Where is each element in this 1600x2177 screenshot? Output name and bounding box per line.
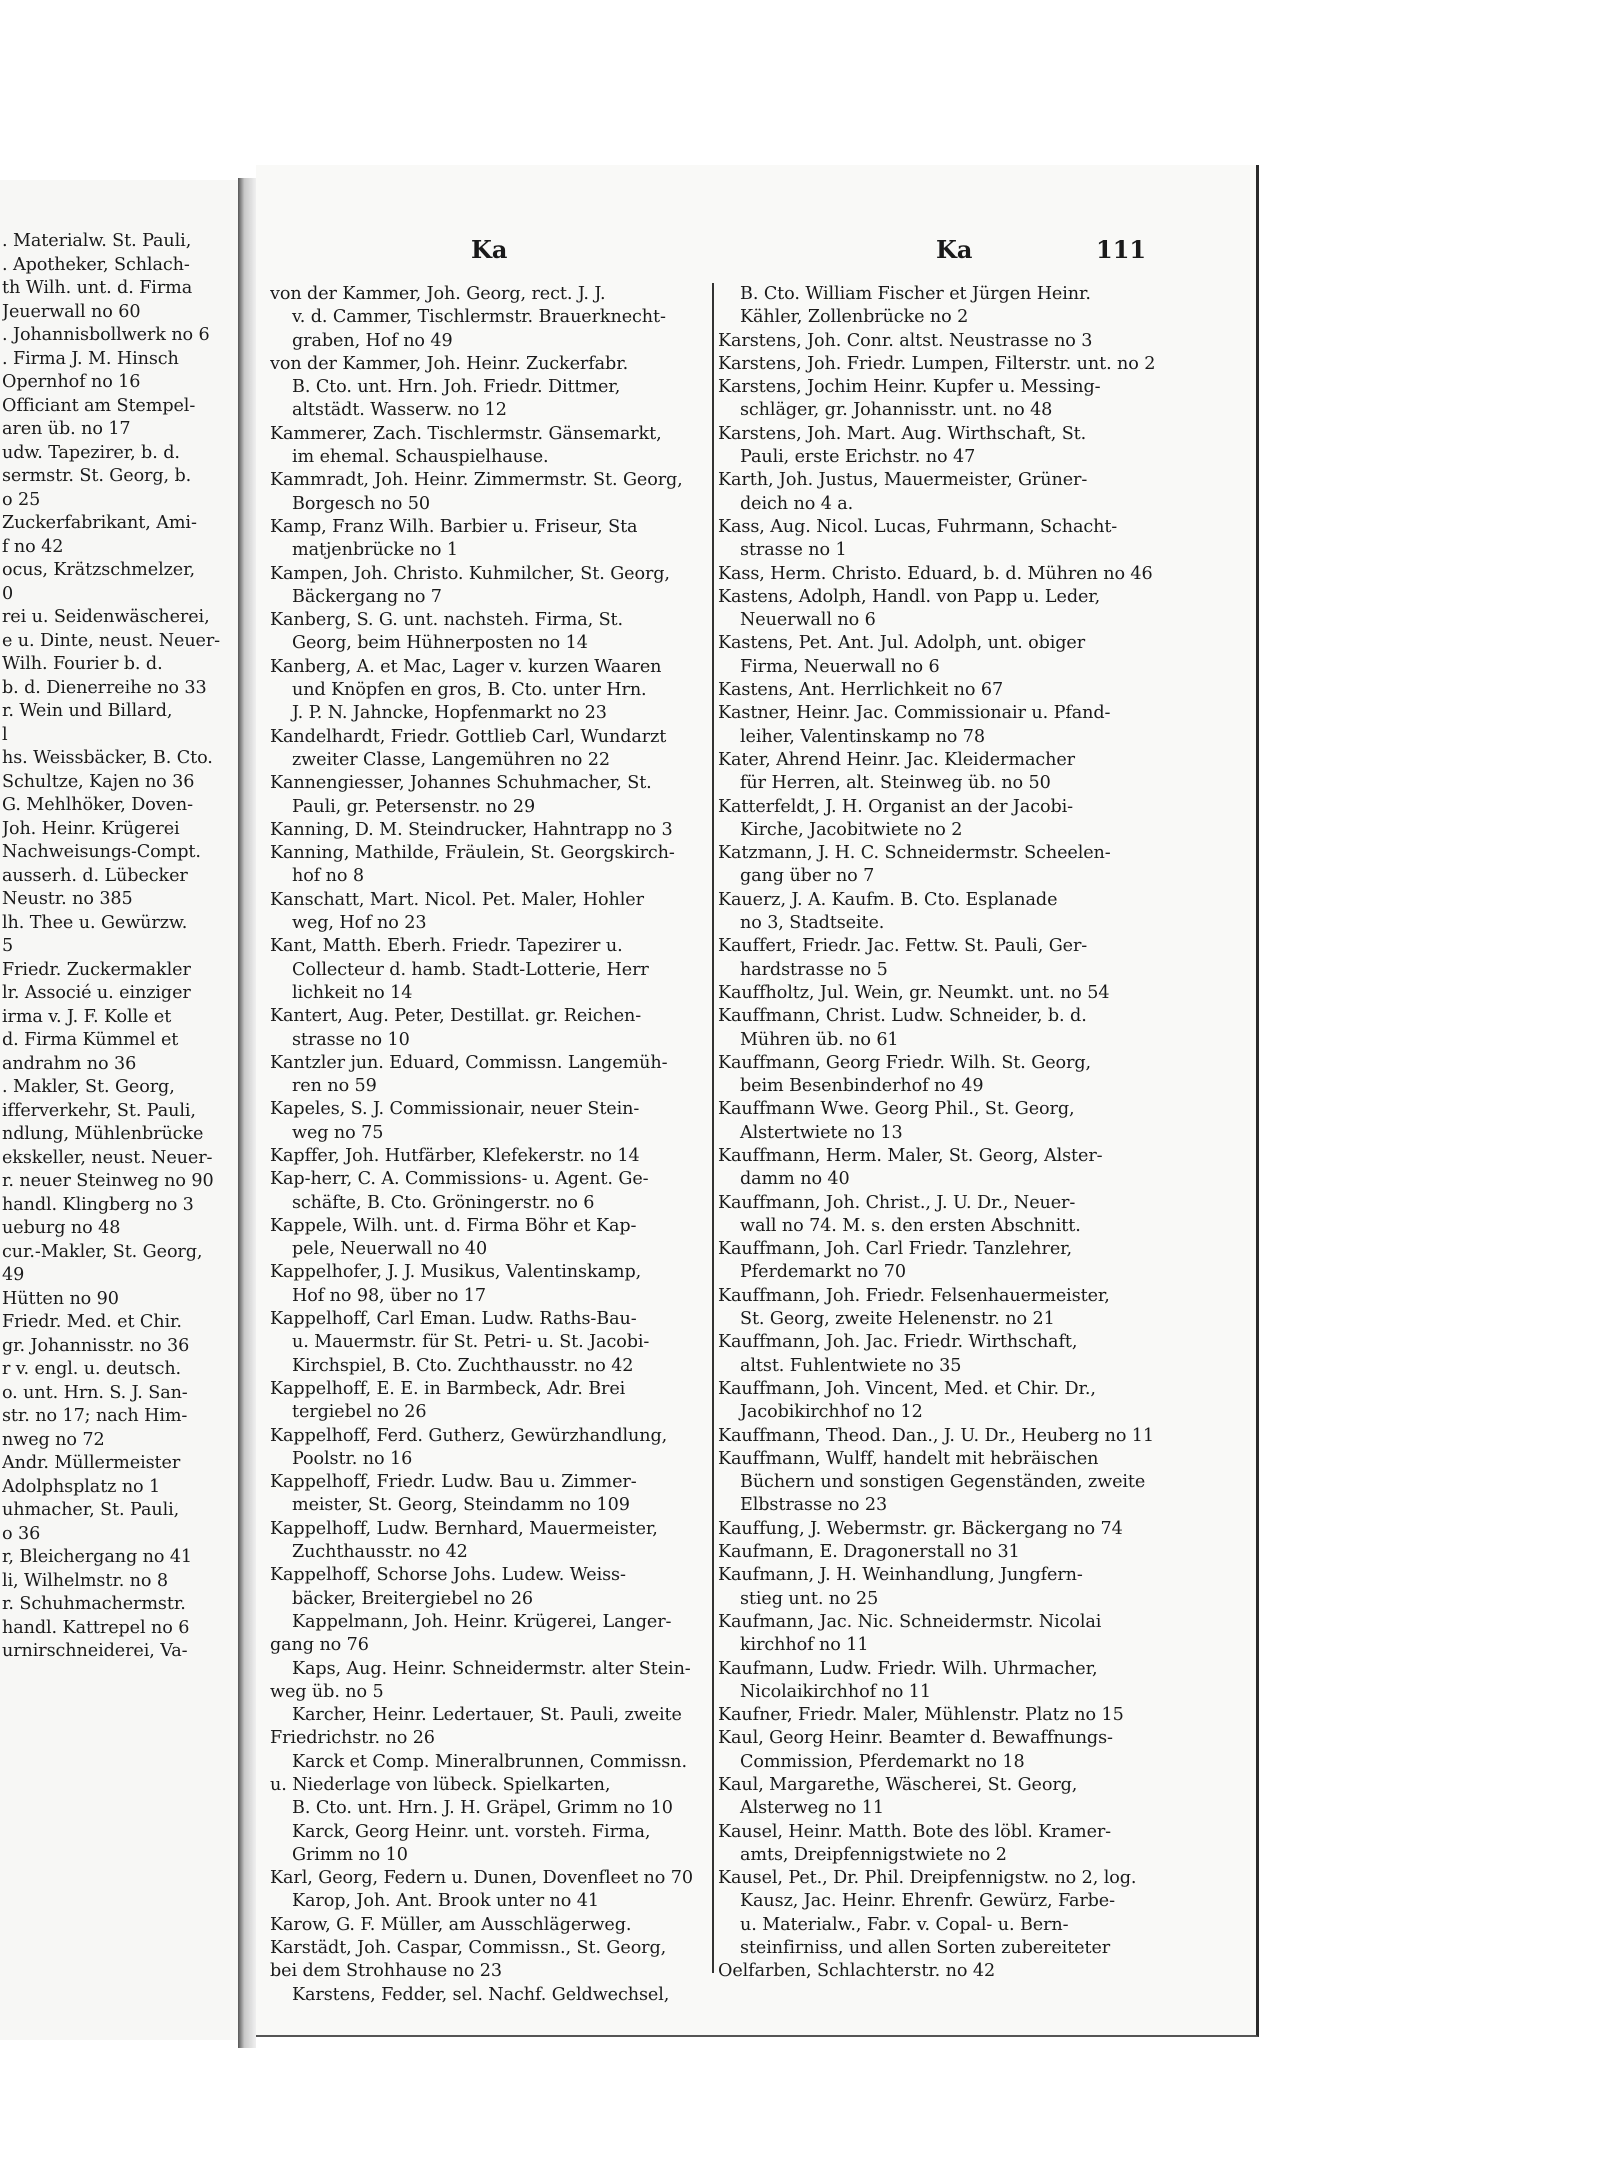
- directory-entry-line: Katzmann, J. H. C. Schneidermstr. Scheelen-: [718, 843, 1111, 864]
- directory-entry-line: Karstädt, Joh. Caspar, Commissn., St. Georg,: [270, 1938, 667, 1959]
- directory-entry-line: Collecteur d. hamb. Stadt-Lotterie, Herr: [292, 959, 649, 980]
- directory-entry-line: Kappelhoff, Ferd. Gutherz, Gewürzhandlung,: [270, 1425, 668, 1446]
- directory-entry-line: weg no 75: [292, 1122, 384, 1143]
- directory-entry-line: ausserh. d. Lübecker: [2, 865, 188, 886]
- directory-entry-line: Officiant am Stempel-: [2, 395, 196, 416]
- directory-entry-line: ndlung, Mühlenbrücke: [2, 1124, 204, 1144]
- directory-entry-line: f no 42: [2, 536, 64, 557]
- directory-entry-line: und Knöpfen en gros, B. Cto. unter Hrn.: [292, 680, 647, 701]
- directory-entry-line: andrahm no 36: [2, 1053, 137, 1074]
- directory-entry-line: Kauffmann, Georg Friedr. Wilh. St. Georg,: [718, 1052, 1091, 1073]
- running-header-left: Ka: [471, 235, 508, 264]
- directory-entry-line: Pauli, gr. Petersenstr. no 29: [292, 796, 536, 817]
- directory-entry-line: Kaufmann, Jac. Nic. Schneidermstr. Nicolai: [718, 1611, 1102, 1632]
- directory-entry-line: graben, Hof no 49: [292, 330, 453, 351]
- directory-entry-line: Kastens, Pet. Ant. Jul. Adolph, unt. obiger: [718, 633, 1086, 654]
- directory-entry-line: hof no 8: [292, 866, 364, 887]
- directory-entry-line: Alsterweg no 11: [740, 1798, 884, 1819]
- directory-entry-line: Kaufmann, Ludw. Friedr. Wilh. Uhrmacher,: [718, 1658, 1098, 1679]
- directory-entry-line: Opernhof no 16: [2, 372, 141, 392]
- directory-entry-line: Alstertwiete no 13: [740, 1122, 903, 1143]
- directory-entry-line: no 3, Stadtseite.: [740, 913, 885, 934]
- directory-entry-line: Friedr. Med. et Chir.: [2, 1312, 182, 1332]
- directory-entry-line: Kandelhardt, Friedr. Gottlieb Carl, Wundarzt: [270, 726, 667, 747]
- directory-entry-line: Kass, Aug. Nicol. Lucas, Fuhrmann, Schacht-: [718, 516, 1118, 537]
- directory-entry-line: Friedrichstr. no 26: [270, 1728, 435, 1749]
- directory-entry-line: th Wilh. unt. d. Firma: [2, 278, 193, 298]
- directory-entry-line: Kanberg, S. G. unt. nachsteh. Firma, St.: [270, 610, 623, 631]
- directory-entry-line: Firma, Neuerwall no 6: [740, 656, 940, 677]
- directory-entry-line: handl. Kattrepel no 6: [2, 1617, 190, 1638]
- directory-entry-line: Kaps, Aug. Heinr. Schneidermstr. alter Stein-: [292, 1658, 691, 1679]
- directory-entry-line: Kampen, Joh. Christo. Kuhmilcher, St. Georg,: [270, 563, 670, 584]
- directory-entry-line: von der Kammer, Joh. Heinr. Zuckerfabr.: [270, 353, 629, 374]
- directory-entry-line: Adolphsplatz no 1: [2, 1476, 161, 1497]
- directory-entry-line: . Materialw. St. Pauli,: [2, 231, 192, 251]
- directory-entry-line: Neuerwall no 6: [740, 610, 876, 631]
- directory-entry-line: Kater, Ahrend Heinr. Jac. Kleidermacher: [718, 749, 1075, 770]
- directory-entry-line: hardstrasse no 5: [740, 959, 888, 980]
- directory-entry-line: Kauffert, Friedr. Jac. Fettw. St. Pauli, Ger-: [718, 936, 1088, 957]
- directory-entry-line: Kauffmann, Joh. Vincent, Med. et Chir. Dr.,: [718, 1378, 1096, 1399]
- directory-entry-line: ueburg no 48: [2, 1218, 121, 1238]
- directory-entry-line: o 25: [2, 489, 41, 510]
- directory-entry-line: uhmacher, St. Pauli,: [2, 1500, 180, 1520]
- directory-entry-line: Kauffmann, Joh. Carl Friedr. Tanzlehrer,: [718, 1239, 1073, 1260]
- directory-entry-line: weg, Hof no 23: [292, 913, 427, 934]
- directory-entry-line: Kirche, Jacobitwiete no 2: [740, 819, 963, 840]
- directory-entry-line: strasse no 1: [740, 540, 847, 561]
- directory-entry-line: Karstens, Jochim Heinr. Kupfer u. Messing-: [718, 377, 1101, 398]
- directory-entry-line: hs. Weissbäcker, B. Cto.: [2, 748, 213, 768]
- directory-page: [256, 165, 1259, 2037]
- directory-entry-line: altst. Fuhlentwiete no 35: [740, 1355, 962, 1376]
- directory-entry-line: bäcker, Breitergiebel no 26: [292, 1588, 534, 1609]
- directory-entry-line: Kappelhoff, Schorse Johs. Ludew. Weiss-: [270, 1565, 626, 1586]
- directory-entry-line: Neustr. no 385: [2, 889, 133, 909]
- directory-entry-line: bei dem Strohhause no 23: [270, 1961, 502, 1982]
- directory-entry-line: Kausel, Heinr. Matth. Bote des löbl. Kramer-: [718, 1821, 1112, 1842]
- directory-entry-line: Kass, Herm. Christo. Eduard, b. d. Mühren no 46: [718, 563, 1153, 584]
- directory-entry-line: Kähler, Zollenbrücke no 2: [740, 307, 969, 328]
- directory-entry-line: v. d. Cammer, Tischlermstr. Brauerknecht-: [292, 307, 666, 328]
- directory-entry-line: Kastner, Heinr. Jac. Commissionair u. Pfand-: [718, 703, 1111, 724]
- directory-entry-line: Kauerz, J. A. Kaufm. B. Cto. Esplanade: [718, 889, 1058, 910]
- directory-entry-line: l: [2, 724, 8, 745]
- directory-entry-line: udw. Tapezirer, b. d.: [2, 442, 180, 463]
- directory-entry-line: Karck et Comp. Mineralbrunnen, Commissn.: [292, 1751, 687, 1772]
- directory-entry-line: r. neuer Steinweg no 90: [2, 1171, 214, 1191]
- directory-entry-line: u. Niederlage von lübeck. Spielkarten,: [270, 1775, 611, 1795]
- directory-entry-line: urnirschneiderei, Va-: [2, 1641, 188, 1661]
- directory-entry-line: Kauffmann Wwe. Georg Phil., St. Georg,: [718, 1099, 1075, 1120]
- directory-entry-line: amts, Dreipfennigstwiete no 2: [740, 1844, 1007, 1865]
- directory-entry-line: . Johannisbollwerk no 6: [2, 325, 210, 345]
- directory-entry-line: u. Materialw., Fabr. v. Copal- u. Bern-: [740, 1914, 1069, 1935]
- directory-entry-line: Kauffmann, Theod. Dan., J. U. Dr., Heuberg no 11: [718, 1425, 1154, 1446]
- directory-entry-line: gang über no 7: [740, 866, 875, 887]
- directory-entry-line: Kantzler jun. Eduard, Commissn. Langemüh-: [270, 1052, 668, 1073]
- directory-entry-line: Grimm no 10: [292, 1844, 408, 1865]
- directory-entry-line: aren üb. no 17: [2, 419, 131, 439]
- directory-entry-line: matjenbrücke no 1: [292, 540, 458, 561]
- directory-entry-line: beim Besenbinderhof no 49: [740, 1076, 984, 1097]
- directory-entry-line: str. no 17; nach Him-: [2, 1406, 188, 1426]
- directory-entry-line: Kanning, D. M. Steindrucker, Hahntrapp no 3: [270, 819, 673, 840]
- directory-entry-line: e u. Dinte, neust. Neuer-: [2, 630, 221, 651]
- directory-entry-line: Kaufner, Friedr. Maler, Mühlenstr. Platz no 15: [718, 1705, 1124, 1726]
- directory-entry-line: Hütten no 90: [2, 1288, 119, 1309]
- directory-entry-line: Kauffmann, Joh. Christ., J. U. Dr., Neuer-: [718, 1192, 1076, 1213]
- directory-entry-line: B. Cto. unt. Hrn. J. H. Gräpel, Grimm no 10: [292, 1798, 673, 1819]
- directory-entry-line: Kanberg, A. et Mac, Lager v. kurzen Waaren: [270, 656, 662, 677]
- directory-entry-line: Kauffmann, Joh. Friedr. Felsenhauermeister,: [718, 1285, 1110, 1306]
- directory-entry-line: Kauffmann, Wulff, handelt mit hebräischen: [718, 1448, 1099, 1469]
- directory-entry-line: wall no 74. M. s. den ersten Abschnitt.: [740, 1215, 1081, 1236]
- directory-entry-line: Kauffmann, Joh. Jac. Friedr. Wirthschaft,: [718, 1332, 1078, 1353]
- directory-entry-line: Poolstr. no 16: [292, 1448, 413, 1469]
- directory-entry-line: Kammerer, Zach. Tischlermstr. Gänsemarkt,: [270, 423, 662, 444]
- directory-entry-line: Kirchspiel, B. Cto. Zuchthausstr. no 42: [292, 1355, 634, 1376]
- directory-entry-line: Zuchthausstr. no 42: [292, 1542, 468, 1563]
- directory-entry-line: schläger, gr. Johannisstr. unt. no 48: [740, 400, 1053, 421]
- directory-entry-line: Kausel, Pet., Dr. Phil. Dreipfennigstw. no 2, log.: [718, 1868, 1137, 1889]
- directory-entry-line: kirchhof no 11: [740, 1635, 869, 1656]
- directory-entry-line: Karop, Joh. Ant. Brook unter no 41: [292, 1891, 599, 1912]
- directory-entry-line: r. Schuhmachermstr.: [2, 1594, 186, 1614]
- directory-entry-line: stieg unt. no 25: [740, 1588, 879, 1609]
- directory-entry-line: . Apotheker, Schlach-: [2, 254, 190, 275]
- directory-entry-line: r v. engl. u. deutsch.: [2, 1359, 182, 1379]
- directory-entry-line: Karl, Georg, Federn u. Dunen, Dovenfleet no 70: [270, 1868, 693, 1889]
- directory-entry-line: r, Bleichergang no 41: [2, 1547, 193, 1567]
- directory-entry-line: altstädt. Wasserw. no 12: [292, 400, 507, 421]
- directory-entry-line: ocus, Krätzschmelzer,: [2, 560, 195, 580]
- directory-entry-line: li, Wilhelmstr. no 8: [2, 1570, 168, 1591]
- directory-entry-line: Kapffer, Joh. Hutfärber, Klefekerstr. no 14: [270, 1145, 640, 1166]
- directory-entry-line: zweiter Classe, Langemühren no 22: [292, 749, 610, 770]
- directory-entry-line: rei u. Seidenwäscherei,: [2, 607, 210, 627]
- previous-page-fragment: [0, 180, 240, 2040]
- directory-entry-line: Bäckergang no 7: [292, 586, 442, 607]
- directory-entry-line: Karck, Georg Heinr. unt. vorsteh. Firma,: [292, 1821, 651, 1842]
- directory-entry-line: Karstens, Fedder, sel. Nachf. Geldwechsel,: [292, 1984, 670, 2005]
- directory-entry-line: Kaul, Margarethe, Wäscherei, St. Georg,: [718, 1775, 1078, 1795]
- directory-entry-line: schäfte, B. Cto. Gröningerstr. no 6: [292, 1192, 595, 1213]
- directory-entry-line: Joh. Heinr. Krügerei: [2, 818, 180, 839]
- directory-entry-line: Zuckerfabrikant, Ami-: [2, 513, 197, 533]
- directory-entry-line: Elbstrasse no 23: [740, 1495, 888, 1516]
- directory-entry-line: Jacobikirchhof no 12: [740, 1402, 923, 1423]
- directory-entry-line: Nachweisungs-Compt.: [2, 842, 201, 862]
- directory-entry-line: handl. Klingberg no 3: [2, 1194, 194, 1215]
- directory-entry-line: Kaul, Georg Heinr. Beamter d. Bewaffnungs-: [718, 1728, 1113, 1749]
- directory-entry-line: gr. Johannisstr. no 36: [2, 1335, 190, 1356]
- directory-entry-line: Kantert, Aug. Peter, Destillat. gr. Reichen-: [270, 1006, 642, 1027]
- directory-entry-line: Schultze, Kajen no 36: [2, 771, 195, 792]
- directory-entry-line: irma v. J. F. Kolle et: [2, 1006, 172, 1027]
- directory-entry-line: Commission, Pferdemarkt no 18: [740, 1751, 1025, 1772]
- directory-entry-line: Kastens, Ant. Herrlichkeit no 67: [718, 680, 1004, 701]
- previous-page-column: [2, 230, 234, 1664]
- column-divider: [712, 283, 714, 1973]
- directory-entry-line: Kamp, Franz Wilh. Barbier u. Friseur, Sta: [270, 516, 638, 537]
- directory-entry-line: Pauli, erste Erichstr. no 47: [740, 447, 976, 468]
- directory-column-left: [270, 283, 710, 2007]
- directory-entry-line: Kappelhoff, Ludw. Bernhard, Mauermeister,: [270, 1518, 658, 1539]
- directory-entry-line: Nicolaikirchhof no 11: [740, 1681, 931, 1702]
- directory-entry-line: Hof no 98, über no 17: [292, 1285, 486, 1306]
- directory-entry-line: Kastens, Adolph, Handl. von Papp u. Leder,: [718, 586, 1101, 607]
- directory-entry-line: Kappelhoff, Friedr. Ludw. Bau u. Zimmer-: [270, 1472, 637, 1493]
- directory-entry-line: Karcher, Heinr. Ledertauer, St. Pauli, zweite: [292, 1705, 682, 1726]
- directory-entry-line: Kauffmann, Herm. Maler, St. Georg, Alster-: [718, 1145, 1103, 1166]
- directory-entry-line: Katterfeldt, J. H. Organist an der Jacobi-: [718, 796, 1074, 817]
- directory-entry-line: Borgesch no 50: [292, 493, 430, 514]
- directory-entry-line: . Firma J. M. Hinsch: [2, 348, 179, 369]
- directory-entry-line: G. Mehlhöker, Doven-: [2, 795, 193, 815]
- directory-entry-line: nweg no 72: [2, 1429, 105, 1450]
- directory-entry-line: weg üb. no 5: [270, 1681, 384, 1702]
- directory-entry-line: Kap-herr, C. A. Commissions- u. Agent. Ge-: [270, 1169, 649, 1190]
- directory-entry-line: Kauffholtz, Jul. Wein, gr. Neumkt. unt. no 54: [718, 982, 1110, 1003]
- directory-entry-line: ifferverkehr, St. Pauli,: [2, 1100, 196, 1121]
- directory-column-right: [718, 283, 1174, 1984]
- directory-entry-line: lh. Thee u. Gewürzw.: [2, 912, 188, 933]
- directory-entry-line: Kauffmann, Christ. Ludw. Schneider, b. d.: [718, 1006, 1087, 1027]
- directory-entry-line: tergiebel no 26: [292, 1402, 427, 1423]
- directory-entry-line: Mühren üb. no 61: [740, 1029, 899, 1050]
- directory-entry-line: Kappelhofer, J. J. Musikus, Valentinskamp,: [270, 1262, 642, 1283]
- directory-entry-line: ren no 59: [292, 1076, 377, 1097]
- directory-entry-line: Kapeles, S. J. Commissionair, neuer Stein-: [270, 1099, 640, 1120]
- directory-entry-line: u. Mauermstr. für St. Petri- u. St. Jacobi-: [292, 1332, 650, 1353]
- directory-entry-line: leiher, Valentinskamp no 78: [740, 726, 985, 747]
- directory-entry-line: Kaufmann, E. Dragonerstall no 31: [718, 1542, 1020, 1563]
- directory-entry-line: steinfirniss, und allen Sorten zubereiteter: [740, 1938, 1111, 1959]
- directory-entry-line: Kausz, Jac. Heinr. Ehrenfr. Gewürz, Farbe-: [740, 1891, 1115, 1912]
- directory-entry-line: meister, St. Georg, Steindamm no 109: [292, 1495, 630, 1516]
- directory-entry-line: Kauffung, J. Webermstr. gr. Bäckergang no 74: [718, 1518, 1123, 1539]
- directory-entry-line: 0: [2, 583, 14, 604]
- directory-entry-line: Andr. Müllermeister: [2, 1453, 181, 1473]
- directory-entry-line: Pferdemarkt no 70: [740, 1262, 906, 1283]
- directory-entry-line: von der Kammer, Joh. Georg, rect. J. J.: [270, 284, 606, 304]
- directory-entry-line: Jeuerwall no 60: [2, 301, 141, 322]
- directory-entry-line: Kammradt, Joh. Heinr. Zimmermstr. St. Georg,: [270, 470, 683, 491]
- directory-entry-line: Kappelmann, Joh. Heinr. Krügerei, Langer-: [292, 1611, 672, 1632]
- directory-entry-line: pele, Neuerwall no 40: [292, 1239, 488, 1260]
- directory-entry-line: Wilh. Fourier b. d.: [2, 654, 163, 674]
- directory-entry-line: Karstens, Joh. Conr. altst. Neustrasse no 3: [718, 330, 1093, 351]
- directory-entry-line: Friedr. Zuckermakler: [2, 959, 191, 980]
- directory-entry-line: Karth, Joh. Justus, Mauermeister, Grüner-: [718, 470, 1088, 491]
- directory-entry-line: 49: [2, 1265, 25, 1285]
- page-number: 111: [1096, 235, 1147, 264]
- directory-entry-line: . Makler, St. Georg,: [2, 1077, 175, 1097]
- directory-entry-line: sermstr. St. Georg, b.: [2, 466, 192, 486]
- book-gutter: [238, 178, 256, 2048]
- directory-entry-line: b. d. Dienerreihe no 33: [2, 677, 207, 698]
- directory-entry-line: Kanning, Mathilde, Fräulein, St. Georgskirch-: [270, 843, 675, 864]
- directory-entry-line: Karow, G. F. Müller, am Ausschlägerweg.: [270, 1914, 632, 1935]
- directory-entry-line: d. Firma Kümmel et: [2, 1030, 179, 1050]
- directory-entry-line: Kant, Matth. Eberh. Friedr. Tapezirer u.: [270, 936, 623, 957]
- directory-entry-line: lichkeit no 14: [292, 982, 413, 1003]
- directory-entry-line: Kappelhoff, Carl Eman. Ludw. Raths-Bau-: [270, 1309, 637, 1330]
- directory-entry-line: Georg, beim Hühnerposten no 14: [292, 633, 588, 654]
- directory-entry-line: ekskeller, neust. Neuer-: [2, 1147, 213, 1168]
- directory-entry-line: Kannengiesser, Johannes Schuhmacher, St.: [270, 773, 652, 794]
- directory-entry-line: Büchern und sonstigen Gegenständen, zweite: [740, 1472, 1146, 1493]
- directory-entry-line: 5: [2, 936, 14, 956]
- directory-entry-line: Kanschatt, Mart. Nicol. Pet. Maler, Hohler: [270, 889, 644, 910]
- directory-entry-line: B. Cto. William Fischer et Jürgen Heinr.: [740, 284, 1091, 304]
- directory-entry-line: lr. Associé u. einziger: [2, 983, 191, 1003]
- directory-entry-line: Kappele, Wilh. unt. d. Firma Böhr et Kap-: [270, 1215, 637, 1236]
- directory-entry-line: o 36: [2, 1523, 41, 1544]
- directory-entry-line: St. Georg, zweite Helenenstr. no 21: [740, 1309, 1055, 1330]
- directory-entry-line: strasse no 10: [292, 1029, 410, 1050]
- directory-entry-line: Karstens, Joh. Friedr. Lumpen, Filterstr. unt. no 2: [718, 353, 1156, 374]
- running-header-right: Ka: [936, 235, 973, 264]
- directory-entry-line: deich no 4 a.: [740, 493, 854, 514]
- directory-entry-line: Kappelhoff, E. E. in Barmbeck, Adr. Brei: [270, 1378, 626, 1399]
- directory-entry-line: cur.-Makler, St. Georg,: [2, 1241, 203, 1262]
- directory-entry-line: J. P. N. Jahncke, Hopfenmarkt no 23: [292, 703, 607, 724]
- directory-entry-line: damm no 40: [740, 1169, 850, 1190]
- directory-entry-line: r. Wein und Billard,: [2, 701, 173, 721]
- directory-entry-line: für Herren, alt. Steinweg üb. no 50: [740, 773, 1051, 794]
- directory-entry-line: B. Cto. unt. Hrn. Joh. Friedr. Dittmer,: [292, 377, 621, 398]
- directory-entry-line: o. unt. Hrn. S. J. San-: [2, 1382, 188, 1403]
- directory-entry-line: im ehemal. Schauspielhause.: [292, 447, 549, 468]
- directory-entry-line: gang no 76: [270, 1635, 369, 1656]
- directory-entry-line: Karstens, Joh. Mart. Aug. Wirthschaft, St.: [718, 423, 1087, 444]
- directory-entry-line: Oelfarben, Schlachterstr. no 42: [718, 1961, 996, 1982]
- directory-entry-line: Kaufmann, J. H. Weinhandlung, Jungfern-: [718, 1565, 1083, 1586]
